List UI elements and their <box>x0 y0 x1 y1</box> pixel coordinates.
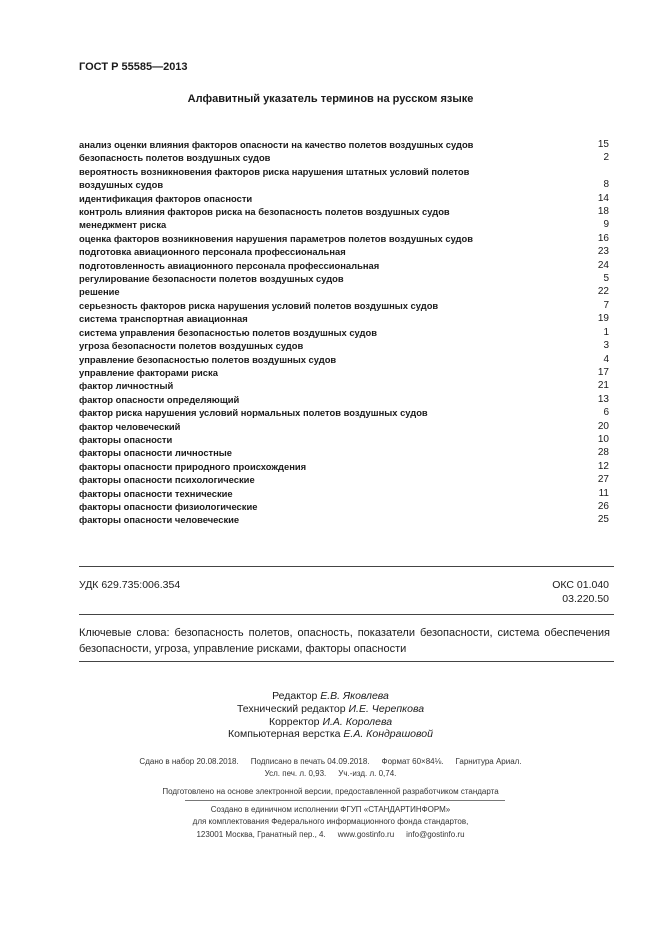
index-term: система управления безопасностью полетов воздушных судов <box>79 326 377 338</box>
standard-number: ГОСТ Р 55585—2013 <box>79 61 188 73</box>
index-entry <box>79 299 609 312</box>
index-page-number: 13 <box>597 393 609 405</box>
editor-line <box>0 728 661 741</box>
index-term: факторы опасности психологические <box>79 474 255 486</box>
term-index <box>79 138 609 527</box>
index-entry <box>79 151 609 164</box>
index-term: факторы опасности технические <box>79 487 233 499</box>
index-entry <box>79 312 609 325</box>
index-term: управление безопасностью полетов воздушных судов <box>79 353 337 365</box>
index-page-number: 1 <box>603 326 609 338</box>
index-term: факторы опасности человеческие <box>79 514 240 526</box>
index-page-number: 7 <box>603 299 609 311</box>
index-entry <box>79 406 609 419</box>
index-term: менеджмент риска <box>79 219 167 231</box>
index-page-number: 20 <box>597 420 609 432</box>
editor-role: Редактор <box>272 690 318 702</box>
index-page-number: 21 <box>597 380 609 392</box>
imprint-line-5: для комплектования Федерального информационного фонда стандартов, <box>192 817 469 826</box>
index-page-number: 15 <box>597 139 609 150</box>
keywords: Ключевые слова: безопасность полетов, опасность, показатели безопасности, система обеспечения безопасности, угроза, управление рисками, факторы опасности <box>79 627 610 655</box>
imprint-line-3: Подготовлено на основе электронной версии, предоставленной разработчиком стандарта <box>162 787 499 796</box>
index-entry <box>79 245 609 258</box>
index-term: факторы опасности <box>79 433 173 445</box>
index-entry <box>79 473 609 486</box>
index-term: контроль влияния факторов риска на безопасность полетов воздушных судов <box>79 206 450 218</box>
index-term: безопасность полетов воздушных судов <box>79 152 271 164</box>
index-term: решение <box>79 286 120 298</box>
editor-name: Е.А. Кондрашовой <box>343 728 433 741</box>
editor-name: И.А. Королева <box>322 715 393 728</box>
oks-code <box>552 579 609 606</box>
index-page-number: 26 <box>597 500 609 512</box>
index-page-number: 12 <box>597 460 609 472</box>
index-term: угроза безопасности полетов воздушных судов <box>79 340 304 352</box>
editor-line <box>0 716 661 729</box>
index-term: фактор человеческий <box>79 420 181 432</box>
editor-role: Компьютерная верстка <box>228 728 341 741</box>
imprint-line-6 <box>0 829 661 842</box>
index-term: факторы опасности личностные <box>79 447 233 459</box>
index-page-number: 18 <box>597 206 609 218</box>
index-entry <box>79 259 609 272</box>
index-page-number: 27 <box>597 474 609 486</box>
index-page-number: 14 <box>597 192 609 204</box>
oks-line-2: 03.220.50 <box>562 592 609 605</box>
index-term: анализ оценки влияния факторов опасности на качество полетов воздушных судов <box>79 139 474 150</box>
udk-code: УДК 629.735:006.354 <box>79 579 181 591</box>
editor-name: И.Е. Черепкова <box>348 702 425 715</box>
index-title: Алфавитный указатель терминов на русском языке <box>187 93 474 105</box>
index-entry <box>79 487 609 500</box>
index-entry <box>79 205 609 218</box>
index-page-number: 22 <box>597 286 609 298</box>
imprint-line-1 <box>0 756 661 769</box>
index-page-number: 19 <box>597 313 609 325</box>
index-page-number: 8 <box>603 179 609 191</box>
index-page-number: 25 <box>597 514 609 526</box>
index-term: фактор личностный <box>79 380 174 392</box>
imprint-line-2 <box>0 768 661 781</box>
divider-middle <box>79 614 614 615</box>
index-page-number: 5 <box>603 273 609 285</box>
index-term: идентификация факторов опасности <box>79 192 253 204</box>
editor-line <box>0 690 661 703</box>
index-term: фактор риска нарушения условий нормальных полетов воздушных судов <box>79 407 428 419</box>
index-entry <box>79 272 609 285</box>
index-term: факторы опасности физиологические <box>79 500 258 512</box>
divider-top <box>79 566 614 567</box>
imprint-part: Гарнитура Ариал. <box>455 757 522 766</box>
index-entry <box>79 379 609 392</box>
editor-line <box>0 703 661 716</box>
index-entry <box>79 285 609 298</box>
index-term: управление факторами риска <box>79 366 218 378</box>
imprint-part: info@gostinfo.ru <box>406 830 465 839</box>
imprint-part: Формат 60×84⅛. <box>381 757 444 766</box>
editor-role: Технический редактор <box>236 702 346 715</box>
index-entry <box>79 500 609 513</box>
imprint-part: Уч.-изд. л. 0,74. <box>338 769 397 778</box>
index-page-number: 11 <box>598 487 609 499</box>
index-page-number: 16 <box>597 232 609 244</box>
index-page-number: 23 <box>597 246 609 258</box>
index-entry <box>79 138 609 151</box>
index-term: регулирование безопасности полетов воздушных судов <box>79 273 344 285</box>
index-entry <box>79 366 609 379</box>
imprint-divider <box>185 800 505 801</box>
index-term: подготовленность авиационного персонала профессиональная <box>79 259 380 271</box>
index-entry <box>79 420 609 433</box>
imprint-line-4: Создано в единичном исполнении ФГУП «СТАНДАРТИНФОРМ» <box>210 805 451 814</box>
index-page-number: 28 <box>597 447 609 459</box>
divider-bottom <box>79 661 614 662</box>
index-entry <box>79 393 609 406</box>
index-entry <box>79 218 609 231</box>
index-term: оценка факторов возникновения нарушения параметров полетов воздушных судов <box>79 232 473 244</box>
oks-line-1: ОКС 01.040 <box>552 579 609 591</box>
imprint-part: 123001 Москва, Гранатный пер., 4. <box>196 830 326 839</box>
imprint-part: Усл. печ. л. 0,93. <box>264 769 327 778</box>
index-entry <box>79 339 609 352</box>
index-entry <box>79 353 609 366</box>
index-entry <box>79 192 609 205</box>
index-term: факторы опасности природного происхождения <box>79 460 307 472</box>
index-page-number: 9 <box>603 219 609 231</box>
index-page-number: 2 <box>603 152 609 164</box>
index-entry <box>79 446 609 459</box>
index-entry <box>79 433 609 446</box>
index-page-number: 10 <box>597 433 609 445</box>
imprint-part: www.gostinfo.ru <box>337 830 395 839</box>
editor-role: Корректор <box>268 715 320 728</box>
index-entry <box>79 165 609 192</box>
index-entry <box>79 460 609 473</box>
index-entry <box>79 232 609 245</box>
index-page-number: 4 <box>603 353 609 365</box>
index-page-number: 17 <box>597 366 609 378</box>
editors-block <box>0 690 661 741</box>
imprint-part: Подписано в печать 04.09.2018. <box>250 757 370 766</box>
imprint-part: Сдано в набор 20.08.2018. <box>139 757 239 766</box>
index-page-number: 6 <box>603 407 609 419</box>
editor-name: Е.В. Яковлева <box>320 690 389 702</box>
index-term: фактор опасности определяющий <box>79 393 240 405</box>
index-term: серьезность факторов риска нарушения условий полетов воздушных судов <box>79 299 439 311</box>
index-term: система транспортная авиационная <box>79 313 248 325</box>
index-term: подготовка авиационного персонала профессиональная <box>79 246 346 258</box>
index-entry <box>79 326 609 339</box>
index-entry <box>79 513 609 526</box>
index-page-number: 3 <box>603 340 609 352</box>
index-page-number: 24 <box>597 259 609 271</box>
index-term: вероятность возникновения факторов риска нарушения штатных условий полетов воздушных судов <box>79 165 470 191</box>
